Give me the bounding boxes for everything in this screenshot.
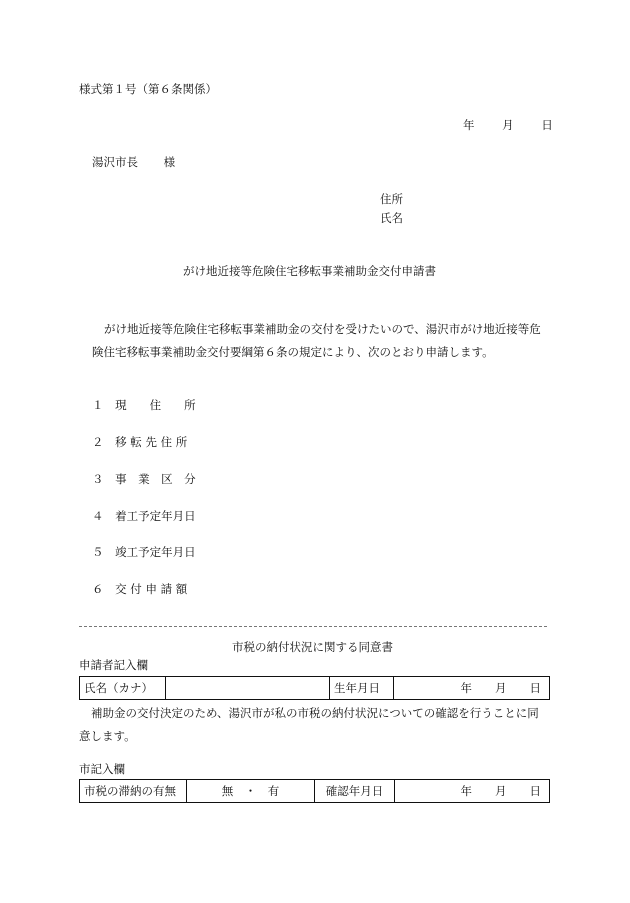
birthdate-field[interactable]: 年 月 日 — [394, 677, 550, 700]
city-record-table — [79, 779, 550, 803]
item-label: 事 業 区 分 — [115, 472, 196, 486]
item-number: ６ — [92, 582, 104, 596]
item-label: 交 付 申 請 額 — [115, 582, 188, 596]
applicant-name-label: 氏名 — [380, 211, 403, 225]
table-row — [80, 677, 550, 700]
addressee-name: 湯沢市長 — [92, 155, 138, 169]
arrears-label: 市税の滞納の有無 — [80, 780, 187, 803]
item-label: 移 転 先 住 所 — [115, 435, 188, 449]
consent-text — [79, 702, 549, 748]
item-label: 竣工予定年月日 — [115, 545, 196, 559]
name-kana-label: 氏名（カナ） — [80, 677, 166, 700]
body-text-line1: がけ地近接等危険住宅移転事業補助金の交付を受けたいので、湯沢市がけ地近接等危 — [104, 322, 541, 336]
document-title: がけ地近接等危険住宅移転事業補助金交付申請書 — [183, 264, 436, 278]
name-kana-field[interactable] — [166, 677, 330, 700]
list-item — [92, 584, 187, 596]
list-item — [92, 547, 196, 559]
list-item — [92, 511, 196, 523]
birthdate-label: 生年月日 — [330, 677, 394, 700]
body-text — [92, 318, 562, 364]
item-label: 現 住 所 — [115, 398, 196, 412]
consent-title: 市税の納付状況に関する同意書 — [232, 640, 393, 654]
application-date — [463, 120, 553, 132]
form-number: 様式第１号（第６条関係） — [79, 82, 217, 96]
applicant-section-label: 申請者記入欄 — [79, 658, 148, 672]
list-item — [92, 400, 196, 412]
cut-line-divider — [79, 626, 547, 627]
item-number: ３ — [92, 472, 104, 486]
body-text-line2: 険住宅移転事業補助金交付要綱第６条の規定により、次のとおり申請します。 — [92, 345, 494, 359]
confirm-date-label: 確認年月日 — [315, 780, 395, 803]
consent-text-line1: 補助金の交付決定のため、湯沢市が私の市税の納付状況についての確認を行うことに同 — [91, 706, 539, 720]
table-row — [80, 780, 550, 803]
item-label: 着工予定年月日 — [115, 509, 196, 523]
item-number: ５ — [92, 545, 104, 559]
arrears-value[interactable]: 無 ・ 有 — [187, 780, 315, 803]
addressee — [92, 157, 175, 169]
applicant-address-label: 住所 — [380, 192, 403, 206]
addressee-honorific: 様 — [163, 155, 176, 169]
applicant-info-table — [79, 676, 550, 700]
item-number: １ — [92, 398, 104, 412]
list-item — [92, 437, 187, 449]
date-month: 月 — [502, 118, 514, 132]
consent-text-line2: 意します。 — [79, 729, 136, 743]
date-day: 日 — [541, 118, 553, 132]
confirm-date-field[interactable]: 年 月 日 — [395, 780, 550, 803]
date-year: 年 — [463, 118, 475, 132]
list-item — [92, 474, 196, 486]
city-section-label: 市記入欄 — [79, 762, 125, 776]
item-number: ４ — [92, 509, 104, 523]
item-number: ２ — [92, 435, 104, 449]
